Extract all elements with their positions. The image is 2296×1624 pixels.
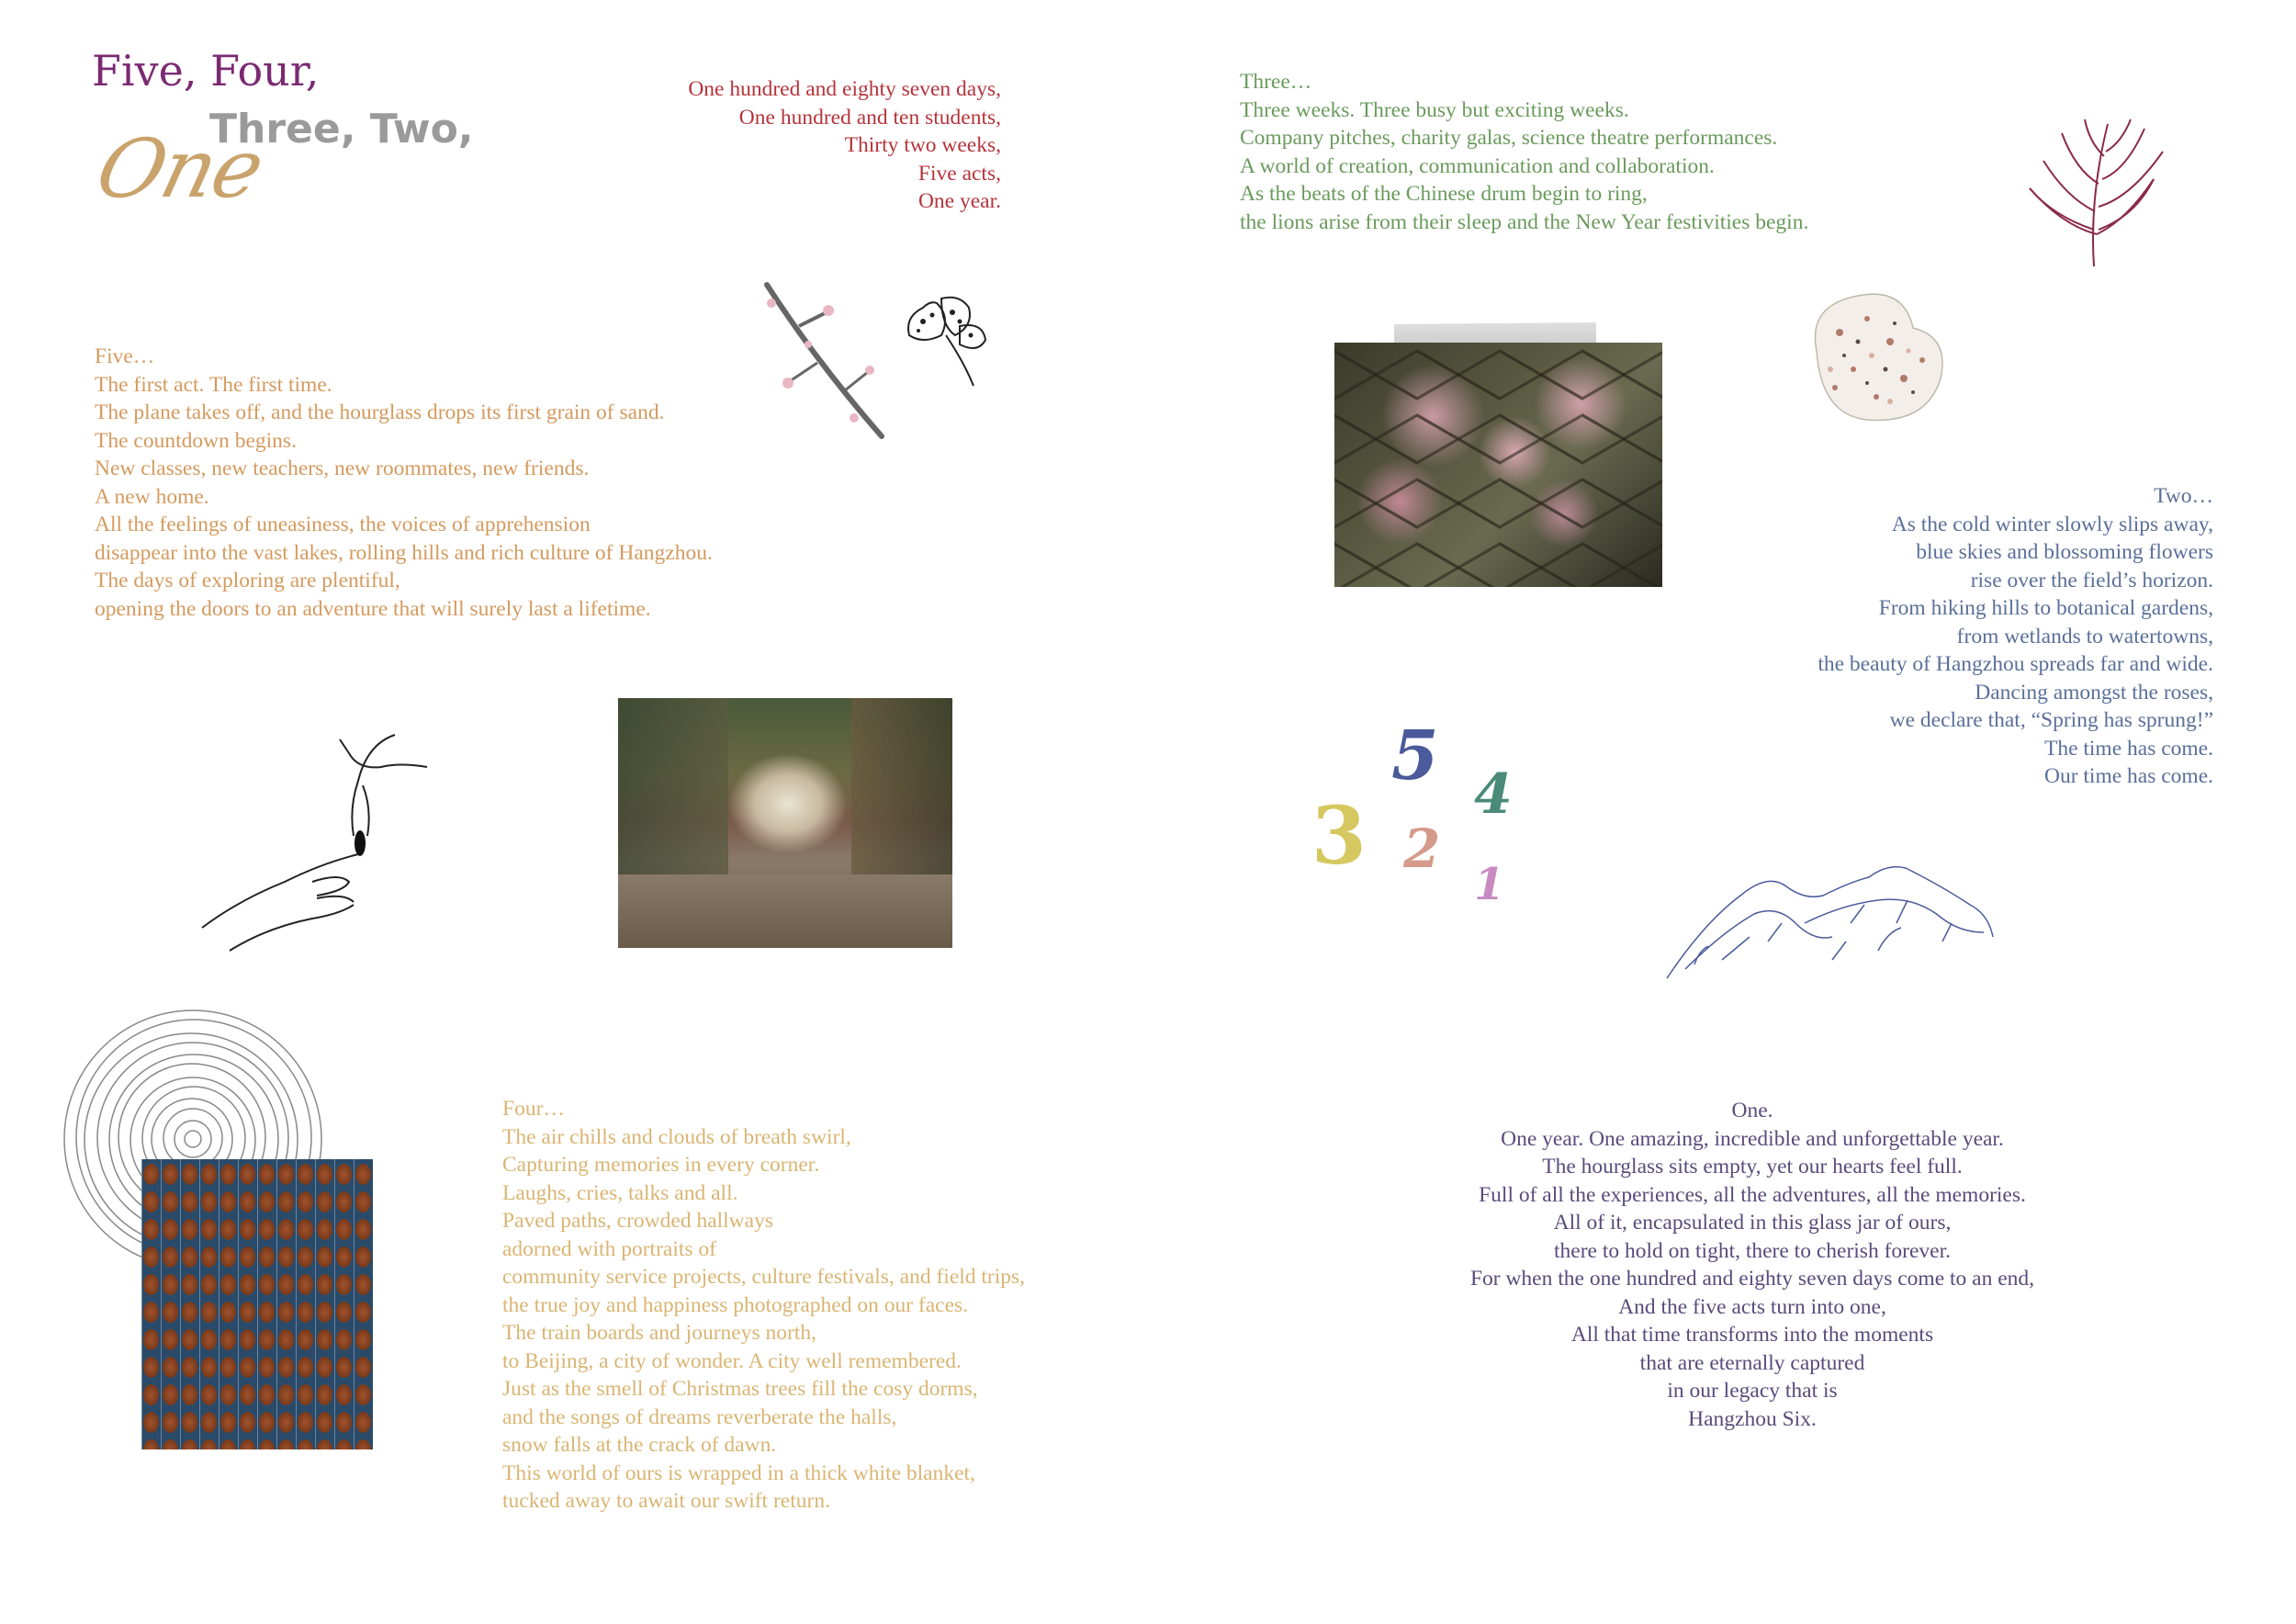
intro-line: One year. <box>917 189 1001 213</box>
title-five-four: Five, Four, <box>92 46 320 96</box>
three-line: Three… <box>1240 70 1312 94</box>
two-line: The time has come. <box>2043 736 2213 761</box>
countdown-number-5: 5 <box>1391 716 1439 795</box>
four-poem <box>502 1095 1025 1516</box>
two-line: we declare that, “Spring has sprung!” <box>1889 708 2213 732</box>
one-line: Hangzhou Six. <box>1688 1406 1817 1431</box>
one-line: All of it, encapsulated in this glass jar of ours, <box>1553 1211 1952 1235</box>
one-line: One. <box>1731 1099 1773 1122</box>
four-line: the true joy and happiness photographed on our faces. <box>502 1292 969 1317</box>
cherry-blossom-photo <box>1334 343 1662 587</box>
one-line: All that time transforms into the moments <box>1570 1323 1934 1347</box>
five-line: disappear into the vast lakes, rolling hills and rich culture of Hangzhou. <box>95 540 713 565</box>
one-line: One year. One amazing, incredible and unforgettable year. <box>1501 1126 2004 1151</box>
countdown-number-2: 2 <box>1403 818 1441 880</box>
intro-poem <box>588 75 1001 216</box>
two-line: Two… <box>2154 484 2213 508</box>
countdown-number-4: 4 <box>1474 762 1513 827</box>
one-line: in our legacy that is <box>1667 1379 1838 1403</box>
four-line: Just as the smell of Christmas trees fill the cosy dorms, <box>502 1377 978 1401</box>
two-line: Our time has come. <box>2043 764 2213 788</box>
two-line: blue skies and blossoming flowers <box>1916 540 2213 564</box>
five-line: opening the doors to an adventure that will surely last a lifetime. <box>95 596 651 621</box>
five-line: New classes, new teachers, new roommates, new friends. <box>95 457 590 480</box>
one-line: Full of all the experiences, all the adventures, all the memories. <box>1479 1182 2026 1207</box>
leaf-sprig-icon <box>895 289 987 390</box>
intro-line: Thirty two weeks, <box>844 133 1001 157</box>
two-line: From hiking hills to botanical gardens, <box>1878 596 2213 620</box>
one-line: For when the one hundred and eighty seven days come to an end, <box>1469 1267 2035 1291</box>
three-line: As the beats of the Chinese drum begin to ring, <box>1240 182 1648 206</box>
four-line: and the songs of dreams reverberate the halls, <box>502 1404 897 1429</box>
five-line: The plane takes off, and the hourglass drops its first grain of sand. <box>95 400 665 424</box>
intro-line: One hundred and ten students, <box>738 105 1001 130</box>
countdown-number-3: 3 <box>1311 790 1367 883</box>
five-line: A new home. <box>95 484 209 509</box>
blossom-branch-icon <box>762 280 900 441</box>
one-line: And the five acts turn into one, <box>1618 1294 1886 1319</box>
two-line: rise over the field’s horizon. <box>1970 568 2213 592</box>
intro-line: One hundred and eighty seven days, <box>688 77 1001 101</box>
countdown-number-1: 1 <box>1474 859 1505 910</box>
street-photo <box>618 698 952 948</box>
mountains-sketch-icon <box>1667 859 1998 983</box>
intro-line: Five acts, <box>917 161 1001 186</box>
two-line: from wetlands to watertowns, <box>1956 624 2213 648</box>
five-line: The first act. The first time. <box>95 372 332 397</box>
four-line: Four… <box>502 1097 565 1121</box>
one-line: there to hold on tight, there to cherish forever. <box>1553 1238 1951 1263</box>
four-line: Capturing memories in every corner. <box>502 1153 820 1177</box>
two-line: As the cold winter slowly slips away, <box>1891 512 2213 536</box>
four-line: community service projects, culture festivals, and field trips, <box>502 1265 1026 1289</box>
five-line: Five… <box>95 344 155 368</box>
four-line: Paved paths, crowded hallways <box>502 1209 773 1233</box>
fern-leaf-icon <box>2025 115 2167 271</box>
five-poem <box>95 343 713 623</box>
two-line: the beauty of Hangzhou spreads far and wide. <box>1818 652 2213 676</box>
four-line: Laughs, cries, talks and all. <box>502 1180 738 1205</box>
terrazzo-blob-icon <box>1803 287 1954 429</box>
five-line: The countdown begins. <box>95 428 297 453</box>
wishing-plaques-photo <box>141 1159 373 1449</box>
one-line: The hourglass sits empty, yet our hearts feel full. <box>1542 1155 1963 1179</box>
four-line: The train boards and journeys north, <box>502 1321 816 1345</box>
two-poem <box>1644 482 2213 791</box>
three-line: Company pitches, charity galas, science theatre performances. <box>1240 126 1778 150</box>
one-poem <box>1293 1097 2212 1433</box>
four-line: The air chills and clouds of breath swirl, <box>502 1124 851 1149</box>
one-line: that are eternally captured <box>1639 1350 1865 1375</box>
four-line: to Beijing, a city of wonder. A city well remembered. <box>502 1348 962 1373</box>
four-line: adorned with portraits of <box>502 1236 716 1261</box>
three-poem <box>1240 68 1808 236</box>
four-line: snow falls at the crack of dawn. <box>502 1433 777 1457</box>
title-one-script: One <box>87 121 272 216</box>
four-line: tucked away to await our swift return. <box>502 1489 830 1513</box>
five-line: The days of exploring are plentiful, <box>95 569 400 592</box>
hands-drawing-icon <box>202 735 432 955</box>
three-line: A world of creation, communication and collaboration. <box>1240 153 1715 178</box>
three-line: Three weeks. Three busy but exciting weeks. <box>1240 97 1629 122</box>
four-line: This world of ours is wrapped in a thick white blanket, <box>502 1460 975 1485</box>
title-three-two: Three, Two, <box>209 106 474 152</box>
three-line: the lions arise from their sleep and the New Year festivities begin. <box>1240 209 1809 234</box>
five-line: All the feelings of uneasiness, the voices of apprehension <box>95 513 591 536</box>
two-line: Dancing amongst the roses, <box>1975 680 2213 705</box>
